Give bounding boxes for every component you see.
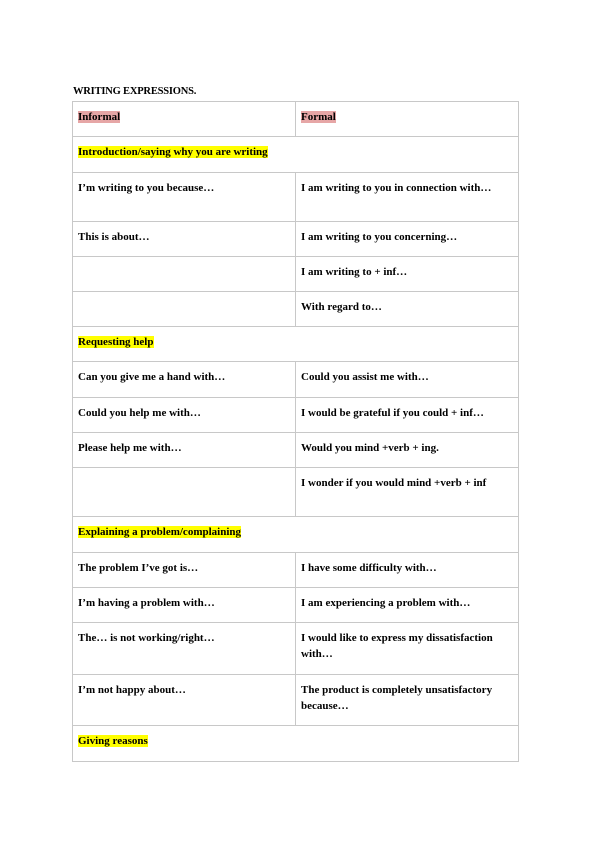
section-heading: Giving reasons xyxy=(73,726,519,762)
section-heading: Requesting help xyxy=(73,327,519,362)
informal-cell: The problem I’ve got is… xyxy=(73,553,296,588)
informal-cell: I’m writing to you because… xyxy=(73,173,296,222)
formal-cell: With regard to… xyxy=(296,292,519,327)
formal-cell: I am writing to you concerning… xyxy=(296,222,519,257)
table-row xyxy=(73,257,519,292)
table-row xyxy=(73,433,519,468)
section-heading: Explaining a problem/complaining xyxy=(73,517,519,553)
formal-cell: I would like to express my dissatisfaction with… xyxy=(296,623,519,675)
informal-cell: I’m not happy about… xyxy=(73,675,296,726)
formal-cell: The product is completely unsatisfactory because… xyxy=(296,675,519,726)
formal-cell: I would be grateful if you could + inf… xyxy=(296,398,519,433)
informal-cell: I’m having a problem with… xyxy=(73,588,296,623)
header-formal: Formal xyxy=(296,102,519,137)
section-heading-row xyxy=(73,137,519,173)
informal-cell: This is about… xyxy=(73,222,296,257)
table-row xyxy=(73,623,519,675)
table-row xyxy=(73,222,519,257)
informal-cell: Can you give me a hand with… xyxy=(73,362,296,398)
informal-cell: The… is not working/right… xyxy=(73,623,296,675)
table-row xyxy=(73,553,519,588)
table-row xyxy=(73,675,519,726)
table-row xyxy=(73,292,519,327)
formal-cell: I have some difficulty with… xyxy=(296,553,519,588)
informal-cell: Please help me with… xyxy=(73,433,296,468)
header-informal: Informal xyxy=(73,102,296,137)
section-heading: Introduction/saying why you are writing xyxy=(73,137,519,173)
formal-cell: I am writing to + inf… xyxy=(296,257,519,292)
table-row xyxy=(73,468,519,517)
section-heading-row xyxy=(73,726,519,762)
formal-cell: Would you mind +verb + ing. xyxy=(296,433,519,468)
table-row xyxy=(73,588,519,623)
document-title: WRITING EXPRESSIONS. xyxy=(73,86,197,97)
expressions-table xyxy=(72,101,519,762)
informal-cell xyxy=(73,292,296,327)
table-row xyxy=(73,362,519,398)
formal-cell: Could you assist me with… xyxy=(296,362,519,398)
informal-cell xyxy=(73,468,296,517)
formal-cell: I am experiencing a problem with… xyxy=(296,588,519,623)
header-row xyxy=(73,102,519,137)
table-row xyxy=(73,398,519,433)
informal-cell xyxy=(73,257,296,292)
section-heading-row xyxy=(73,517,519,553)
section-heading-row xyxy=(73,327,519,362)
informal-cell: Could you help me with… xyxy=(73,398,296,433)
table-row xyxy=(73,173,519,222)
formal-cell: I wonder if you would mind +verb + inf xyxy=(296,468,519,517)
formal-cell: I am writing to you in connection with… xyxy=(296,173,519,222)
